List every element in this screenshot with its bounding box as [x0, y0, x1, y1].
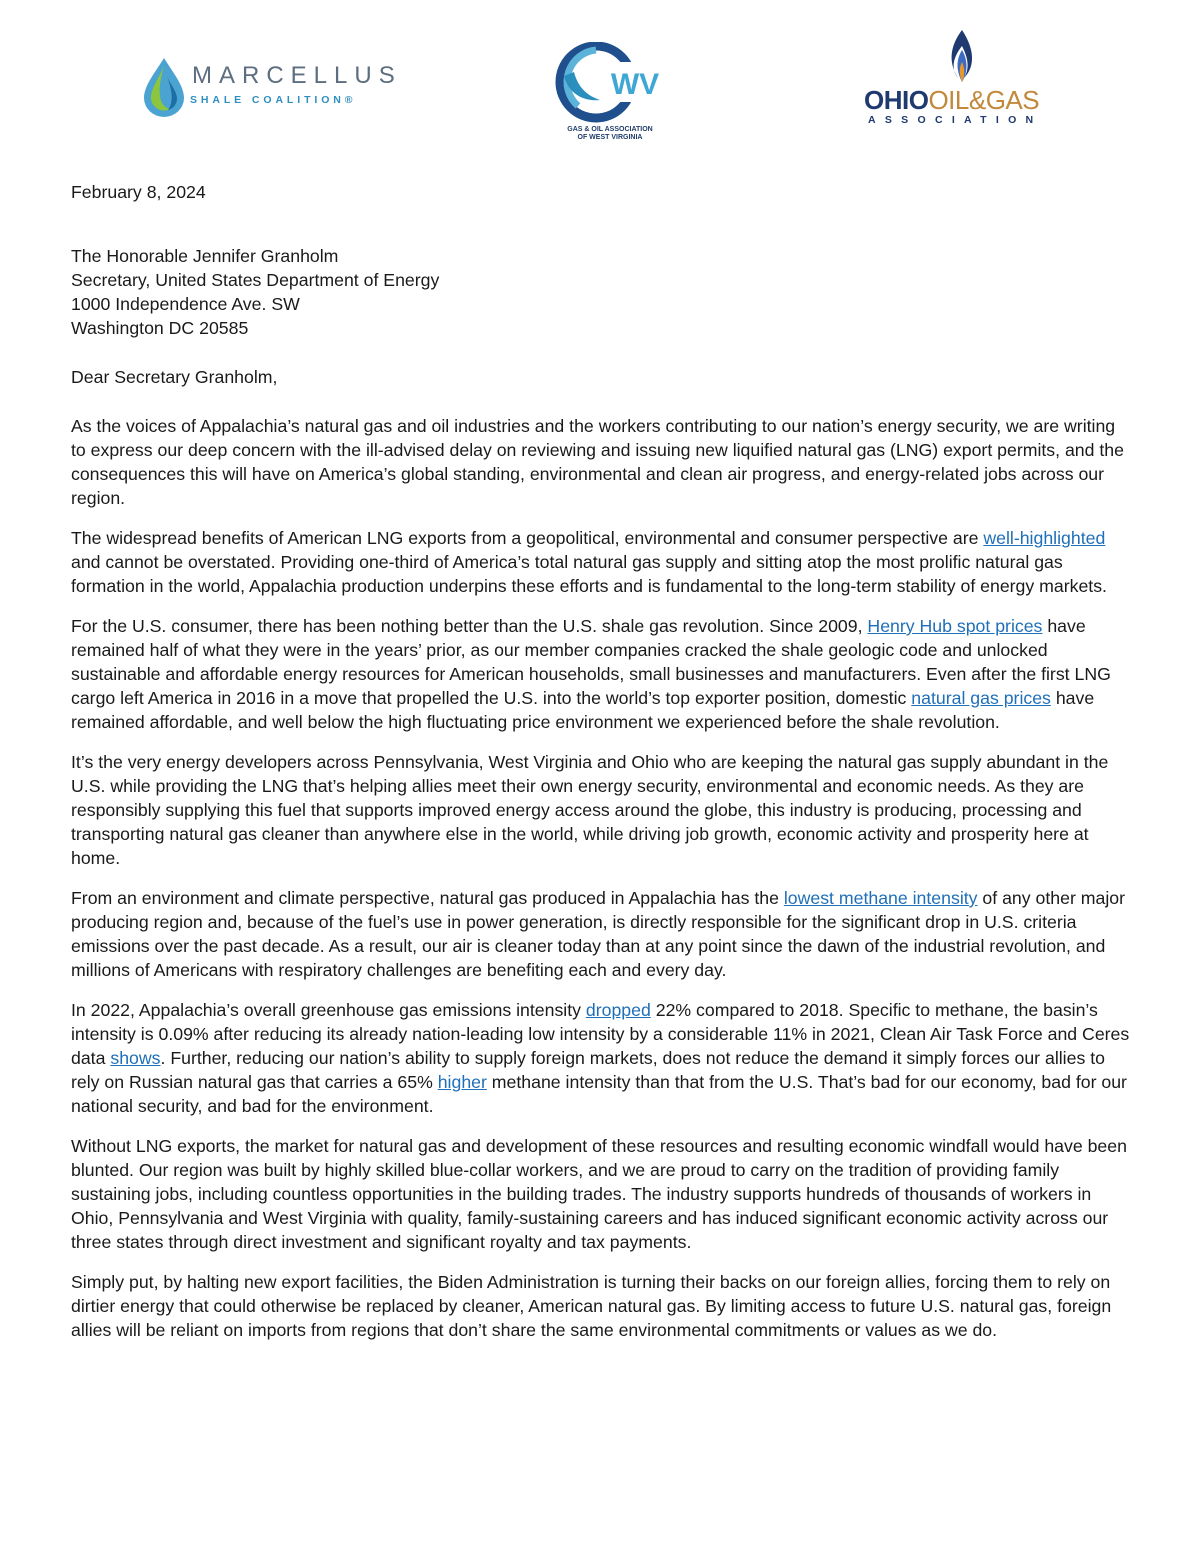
flame-icon [862, 28, 1062, 86]
ohio-subtitle: ASSOCIATION [868, 114, 1043, 126]
paragraph-text: It’s the very energy developers across Pennsylvania, West Virginia and Ohio who are keeping the natural gas supply abundant in the U.S. while providing the LNG that’s helping allies meet their own energy security, environmental and economic needs. As they are responsibly supplying this fuel that supports improved energy access around the globe, this industry is producing, processing and transporting natural gas cleaner than anywhere else in the world, while driving job growth, economic activity and prosperity here at home. [71, 752, 1109, 868]
wv-caption [548, 126, 672, 142]
msc-subtitle: SHALE COALITION® [190, 94, 357, 106]
paragraph-text: Without LNG exports, the market for natural gas and development of these resources and resulting economic windfall would have been blunted. Our region was built by highly skilled blue-collar workers, and we are proud to carry on the tradition of providing family sustaining jobs, including countless opportunities in the building trades. The industry supports hundreds of thousands of workers in Ohio, Pennsylvania and West Virginia with quality, family-sustaining careers and has induced significant economic activity across our three states through direct investment and significant royalty and tax payments. [71, 1136, 1127, 1252]
body-paragraph [71, 1270, 1133, 1342]
paragraph-text: methane intensity than that from the U.S. That’s bad for our economy, bad for our national security, and bad for the environment. [71, 1072, 1127, 1116]
body-paragraph [71, 414, 1133, 510]
ohio-oil-gas-association-logo [862, 28, 1062, 128]
gas-oil-association-wv-logo [548, 42, 672, 146]
logo-header [0, 26, 1200, 146]
ohio-wordmark: OHIOOIL&GAS [864, 85, 1040, 115]
inline-link[interactable]: higher [437, 1072, 487, 1092]
paragraph-text: In 2022, Appalachia’s overall greenhouse gas emissions intensity [71, 1000, 586, 1020]
inline-link[interactable]: dropped [585, 1000, 651, 1020]
body-paragraph [71, 750, 1133, 870]
wv-caption-line-2: OF WEST VIRGINIA [577, 134, 643, 141]
salutation: Dear Secretary Granholm, [71, 367, 278, 387]
body-paragraph [71, 998, 1133, 1118]
body-paragraph [71, 886, 1133, 982]
water-drop-icon [140, 56, 188, 118]
paragraph-text: For the U.S. consumer, there has been nothing better than the U.S. shale gas revolution. Since 2009, [71, 616, 868, 636]
inline-link[interactable]: natural gas prices [911, 688, 1051, 708]
recipient-line: The Honorable Jennifer Granholm [71, 246, 339, 266]
paragraph-text: of any other major producing region and, because of the fuel’s use in power generation, is directly responsible for the significant drop in U.S. criteria emissions over the past decade. As a result, our air is cleaner today than at any point since the dawn of the industrial revolution, and millions of Americans with respiratory challenges are benefiting each and every day. [71, 888, 1125, 980]
recipient-line: 1000 Independence Ave. SW [71, 294, 300, 314]
paragraph-text: have remained affordable, and well below the high fluctuating price environment we experienced before the shale revolution. [71, 688, 1095, 732]
marcellus-shale-coalition-logo [140, 56, 402, 118]
paragraph-text: The widespread benefits of American LNG exports from a geopolitical, environmental and consumer perspective are [71, 528, 984, 548]
letter-body [71, 180, 1133, 1342]
body-paragraph [71, 1134, 1133, 1254]
paragraph-text: As the voices of Appalachia’s natural gas and oil industries and the workers contributing to our nation’s energy security, we are writing to express our deep concern with the ill-advised delay on reviewing and issuing new liquified natural gas (LNG) export permits, and the consequences this will have on America’s global standing, environmental and clean air progress, and energy-related jobs across our region. [71, 416, 1124, 508]
inline-link[interactable]: well-highlighted [983, 528, 1106, 548]
letter-date: February 8, 2024 [71, 182, 206, 202]
paragraph-text: . Further, reducing our nation’s ability to supply foreign markets, does not reduce the demand it simply forces our allies to rely on Russian natural gas that carries a 65% [71, 1048, 1105, 1092]
inline-link[interactable]: lowest methane intensity [783, 888, 978, 908]
letter-paragraphs [71, 414, 1133, 1342]
paragraph-text: Simply put, by halting new export facilities, the Biden Administration is turning their backs on our foreign allies, forcing them to rely on dirtier energy that could otherwise be replaced by cleaner, American natural gas. By limiting access to future U.S. natural gas, foreign allies will be reliant on imports from regions that don’t share the same environmental commitments or values as we do. [71, 1272, 1112, 1340]
body-paragraph [71, 614, 1133, 734]
recipient-line: Secretary, United States Department of Energy [71, 270, 440, 290]
recipient-address [71, 244, 1133, 340]
gowv-emblem-icon [548, 42, 672, 126]
body-paragraph [71, 526, 1133, 598]
wv-caption-line-1: GAS & OIL ASSOCIATION [567, 126, 653, 133]
msc-title: MARCELLUS [192, 62, 402, 89]
wv-mark: WV [610, 68, 660, 101]
paragraph-text: and cannot be overstated. Providing one-third of America’s total natural gas supply and sitting atop the most prolific natural gas formation in the world, Appalachia production underpins these efforts and is fundamental to the long-term stability of energy markets. [71, 552, 1107, 596]
paragraph-text: have remained half of what they were in the years’ prior, as our member companies cracked the shale geologic code and unlocked sustainable and affordable energy resources for American households, small businesses and manufacturers. Even after the first LNG cargo left America in 2016 in a move that propelled the U.S. into the world’s top exporter position, domestic [71, 616, 1111, 708]
inline-link[interactable]: shows [110, 1048, 161, 1068]
paragraph-text: From an environment and climate perspective, natural gas produced in Appalachia has the [71, 888, 784, 908]
registered-mark: ® [344, 94, 357, 106]
paragraph-text: 22% compared to 2018. Specific to methane, the basin’s intensity is 0.09% after reducing its already nation-leading low intensity by a considerable 11% in 2021, Clean Air Task Force and Ceres data [71, 1000, 1130, 1068]
inline-link[interactable]: Henry Hub spot prices [867, 616, 1043, 636]
recipient-line: Washington DC 20585 [71, 318, 249, 338]
